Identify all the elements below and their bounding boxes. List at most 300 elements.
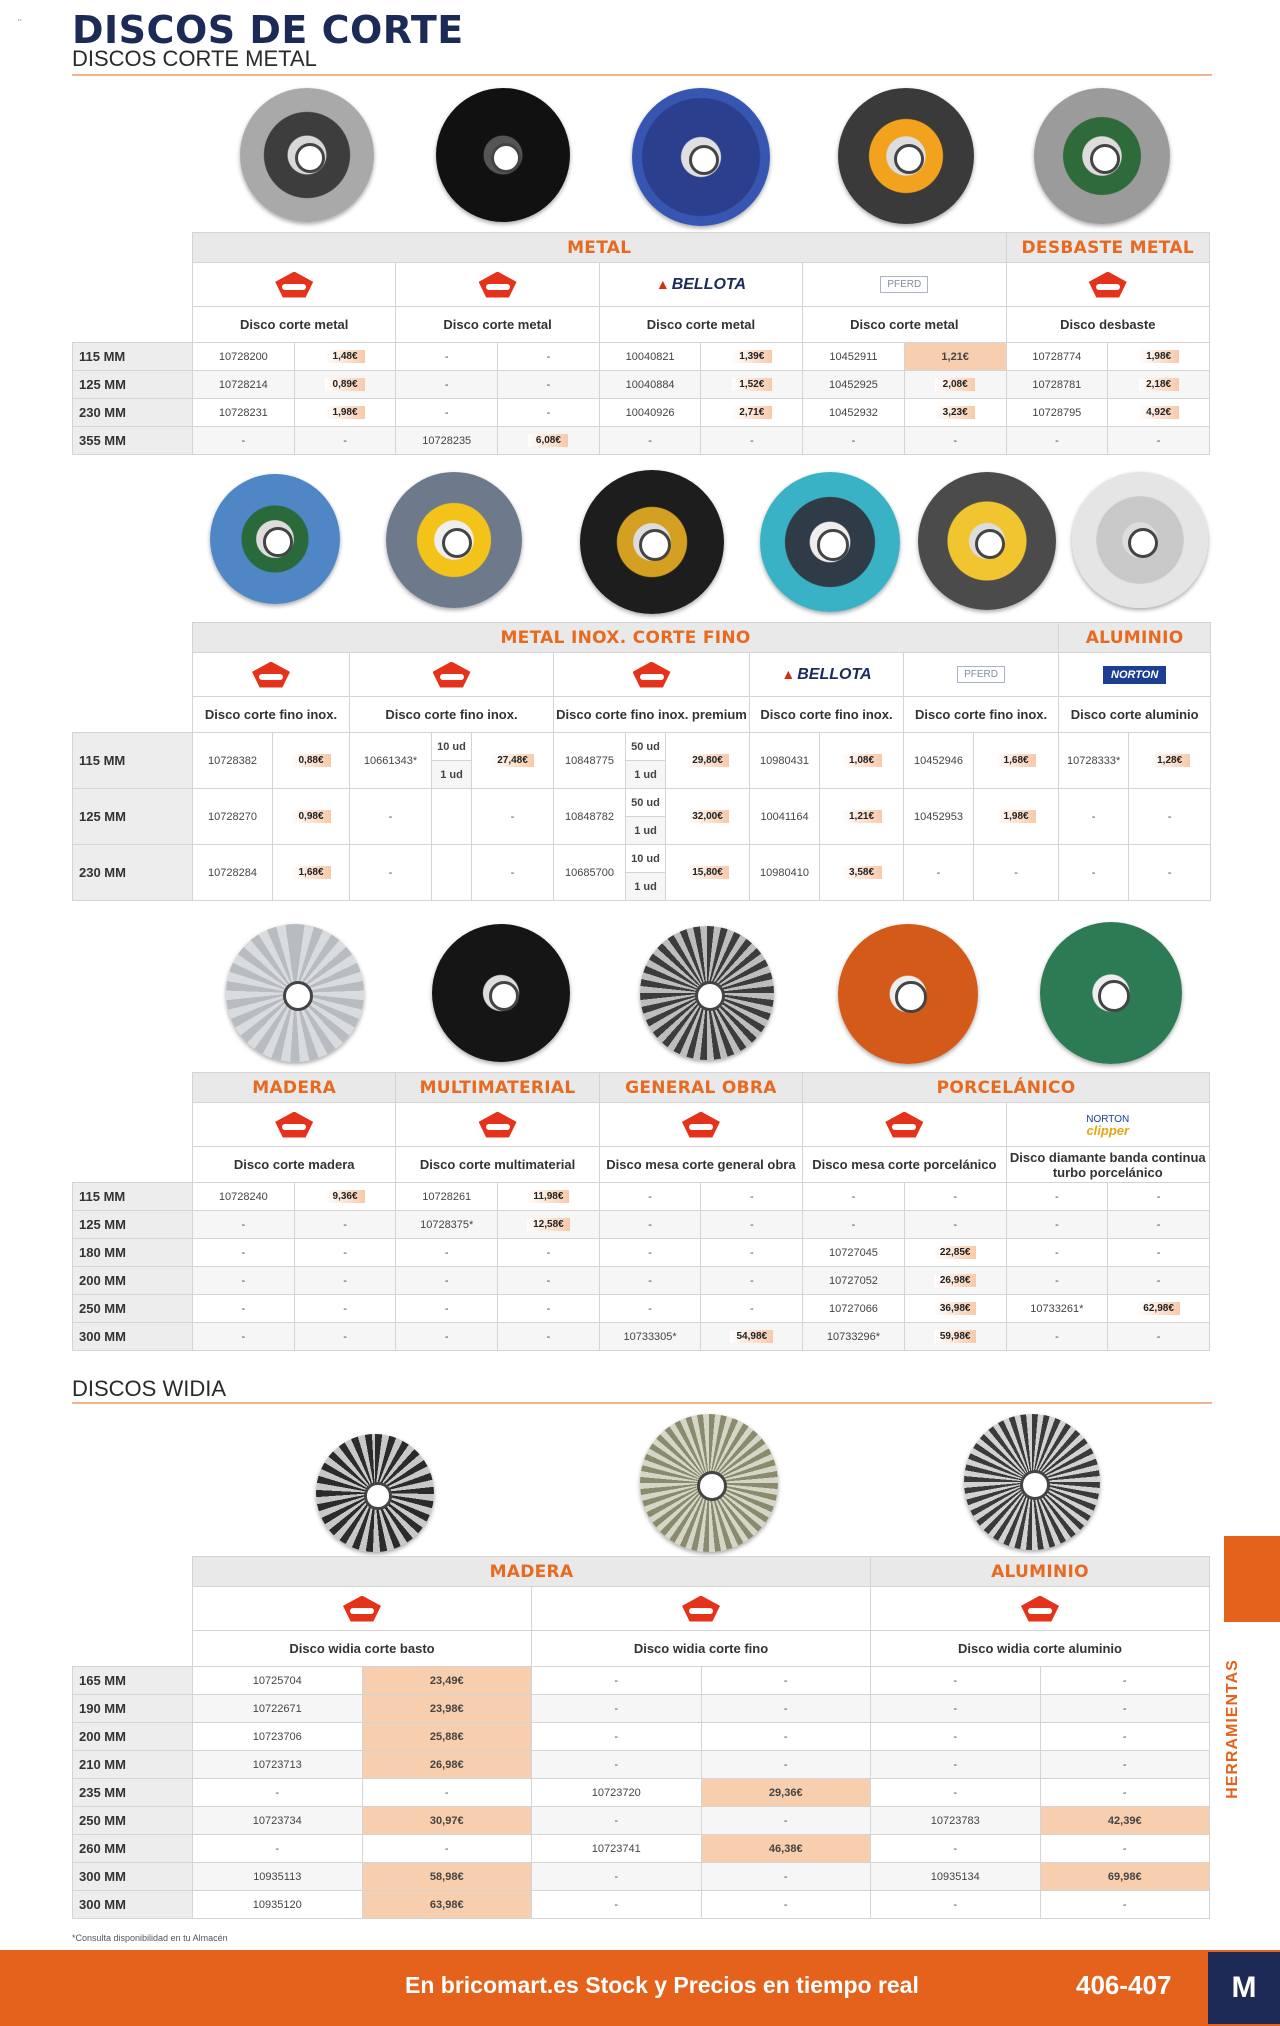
price: - — [1129, 789, 1211, 845]
product-code: - — [193, 1267, 295, 1295]
table-row — [73, 1295, 1210, 1323]
product-name: Disco widia corte fino — [532, 1631, 871, 1667]
price: - — [701, 1723, 871, 1751]
product-code: - — [1006, 1267, 1108, 1295]
price: - — [362, 1835, 532, 1863]
starter-logo-icon — [479, 1112, 517, 1138]
product-code: 10723734 — [193, 1807, 363, 1835]
product-code: 10980431 — [750, 733, 820, 789]
price: - — [1040, 1695, 1210, 1723]
metal-table — [72, 232, 1210, 455]
price: - — [472, 845, 554, 901]
product-code: - — [532, 1751, 702, 1779]
product-code: 10728781 — [1006, 371, 1108, 399]
pack-units: 1 ud — [432, 761, 472, 789]
page-corner-mark: ¨ — [18, 18, 22, 30]
size-label: 115 MM — [73, 1183, 193, 1211]
price: - — [294, 427, 396, 455]
product-name: Disco corte metal — [599, 307, 802, 343]
product-code: - — [1059, 845, 1129, 901]
product-name: Disco corte aluminio — [1059, 697, 1211, 733]
product-code: - — [532, 1891, 702, 1919]
product-code: - — [193, 1295, 295, 1323]
size-label: 355 MM — [73, 427, 193, 455]
product-code: - — [871, 1835, 1041, 1863]
page-title: DISCOS DE CORTE — [72, 8, 464, 52]
price: - — [498, 371, 600, 399]
price: - — [294, 1267, 396, 1295]
size-label: 260 MM — [73, 1835, 193, 1863]
size-label: 125 MM — [73, 789, 193, 845]
divider — [72, 1402, 1212, 1404]
product-code: 10728214 — [193, 371, 295, 399]
starter-logo-icon — [1021, 1596, 1059, 1622]
product-code: 10733305* — [599, 1323, 701, 1351]
product-name: Disco corte fino inox. — [904, 697, 1059, 733]
starter-logo-icon — [682, 1112, 720, 1138]
price: - — [701, 1695, 871, 1723]
brand-logo — [803, 263, 1006, 307]
price: 63,98€ — [362, 1891, 532, 1919]
price: 15,80€ — [686, 866, 729, 879]
price: 54,98€ — [730, 1330, 773, 1343]
price: - — [701, 1891, 871, 1919]
price: - — [1040, 1779, 1210, 1807]
category-header: DESBASTE METAL — [1006, 233, 1210, 263]
table-row — [73, 1239, 1210, 1267]
category-header: MADERA — [193, 1073, 396, 1103]
product-code: - — [871, 1723, 1041, 1751]
product-code: 10685700 — [554, 845, 626, 901]
price: - — [701, 1667, 871, 1695]
category-header: METAL INOX. CORTE FINO — [193, 623, 1059, 653]
price: 23,49€ — [362, 1667, 532, 1695]
price: - — [701, 1863, 871, 1891]
category-header: GENERAL OBRA — [599, 1073, 802, 1103]
price: - — [904, 427, 1006, 455]
product-code: 10727052 — [803, 1267, 905, 1295]
table-row — [73, 1751, 1210, 1779]
price: 2,71€ — [732, 406, 772, 419]
price: 26,98€ — [934, 1274, 977, 1287]
brand-logo — [350, 653, 554, 697]
category-header: MADERA — [193, 1557, 871, 1587]
brand-logo — [193, 653, 350, 697]
product-code: - — [396, 1239, 498, 1267]
product-code: 10728235 — [396, 427, 498, 455]
product-name: Disco diamante banda continua turbo porcelánico — [1006, 1147, 1210, 1183]
product-code: 10723706 — [193, 1723, 363, 1751]
brand-logo — [1006, 1103, 1210, 1147]
price: 29,36€ — [701, 1779, 871, 1807]
product-code: 10040926 — [599, 399, 701, 427]
disc-image — [432, 924, 570, 1062]
price: 11,98€ — [527, 1190, 569, 1203]
product-code: 10728795 — [1006, 399, 1108, 427]
price: 0,89€ — [325, 378, 365, 391]
starter-logo-icon — [275, 272, 313, 298]
price: - — [1108, 1183, 1210, 1211]
price: - — [701, 427, 803, 455]
product-code: - — [1006, 1323, 1108, 1351]
product-code: 10452925 — [803, 371, 905, 399]
disc-image — [918, 472, 1056, 610]
brand-logo — [803, 1103, 1006, 1147]
table-row — [73, 343, 1210, 371]
table-row — [73, 1807, 1210, 1835]
price: 1,48€ — [325, 350, 365, 363]
table-row — [73, 1667, 1210, 1695]
bellota-logo: ▲ BELLOTA — [781, 666, 871, 684]
price: - — [904, 1211, 1006, 1239]
price: - — [294, 1295, 396, 1323]
price: - — [294, 1323, 396, 1351]
product-code: - — [193, 1835, 363, 1863]
price: - — [1040, 1751, 1210, 1779]
bellota-logo: ▲ BELLOTA — [656, 276, 746, 294]
product-code: - — [599, 427, 701, 455]
price: - — [701, 1751, 871, 1779]
size-label: 250 MM — [73, 1295, 193, 1323]
price: 1,68€ — [291, 866, 331, 879]
price: - — [1108, 1323, 1210, 1351]
disc-image — [386, 472, 522, 608]
price: 1,08€ — [842, 754, 882, 767]
disc-images-row-4 — [0, 1410, 1280, 1560]
product-code: - — [904, 845, 974, 901]
price: 2,08€ — [935, 378, 975, 391]
price: - — [294, 1239, 396, 1267]
disc-image — [240, 88, 374, 222]
product-code: 10040884 — [599, 371, 701, 399]
starter-logo-icon — [275, 1112, 313, 1138]
brand-logo — [193, 263, 396, 307]
size-label: 125 MM — [73, 371, 193, 399]
starter-logo-icon — [252, 662, 290, 688]
footer-bar — [0, 1950, 1280, 2026]
product-code: 10727045 — [803, 1239, 905, 1267]
product-code: - — [396, 371, 498, 399]
brand-logo — [904, 653, 1059, 697]
brand-logo — [599, 1103, 802, 1147]
price: 30,97€ — [362, 1807, 532, 1835]
price: 46,38€ — [701, 1835, 871, 1863]
product-code: - — [599, 1183, 701, 1211]
price: - — [1040, 1723, 1210, 1751]
size-label: 300 MM — [73, 1891, 193, 1919]
product-code: - — [871, 1667, 1041, 1695]
product-code: 10452911 — [803, 343, 905, 371]
brand-logo — [396, 263, 599, 307]
table-row — [73, 1211, 1210, 1239]
product-code: 10723720 — [532, 1779, 702, 1807]
product-code: 10733296* — [803, 1323, 905, 1351]
product-name: Disco corte fino inox. premium — [554, 697, 750, 733]
madera-porcelanico-table — [72, 1072, 1210, 1351]
product-code: - — [1006, 1183, 1108, 1211]
product-code: - — [803, 1211, 905, 1239]
product-code: 10452932 — [803, 399, 905, 427]
product-code: - — [1006, 1239, 1108, 1267]
price: 42,39€ — [1040, 1807, 1210, 1835]
price: 26,98€ — [362, 1751, 532, 1779]
product-name: Disco mesa corte general obra — [599, 1147, 802, 1183]
price: - — [1040, 1891, 1210, 1919]
price: - — [498, 1295, 600, 1323]
product-code: 10723713 — [193, 1751, 363, 1779]
table-row — [73, 427, 1210, 455]
product-code: - — [871, 1891, 1041, 1919]
product-code: - — [532, 1863, 702, 1891]
table-row — [73, 1835, 1210, 1863]
size-label: 125 MM — [73, 1211, 193, 1239]
price: 62,98€ — [1137, 1302, 1180, 1315]
madera-porcelanico-table-section — [72, 1072, 1210, 1351]
product-code: 10935134 — [871, 1863, 1041, 1891]
brand-logo — [532, 1587, 871, 1631]
brand-logo — [193, 1103, 396, 1147]
disc-image — [316, 1434, 434, 1552]
price: - — [974, 845, 1059, 901]
size-label: 300 MM — [73, 1863, 193, 1891]
category-header: METAL — [193, 233, 1007, 263]
disc-image — [760, 472, 900, 612]
product-code: 10935113 — [193, 1863, 363, 1891]
widia-table-section — [72, 1556, 1210, 1919]
product-code: 10728200 — [193, 343, 295, 371]
price: 1,28€ — [1150, 754, 1190, 767]
brand-logo — [193, 1587, 532, 1631]
pack-units: 1 ud — [626, 761, 666, 789]
product-code: - — [599, 1267, 701, 1295]
price: 2,18€ — [1139, 378, 1179, 391]
price: - — [701, 1295, 803, 1323]
price: - — [1108, 1211, 1210, 1239]
product-name: Disco corte fino inox. — [193, 697, 350, 733]
disc-images-row-2 — [0, 468, 1280, 618]
page-numbers: 406-407 — [1076, 1970, 1172, 2000]
metal-table-section — [72, 232, 1210, 455]
price: - — [472, 789, 554, 845]
product-code: - — [193, 427, 295, 455]
product-code: 10727066 — [803, 1295, 905, 1323]
table-row — [73, 1267, 1210, 1295]
size-label: 200 MM — [73, 1267, 193, 1295]
disc-image — [632, 88, 770, 226]
disc-image — [580, 470, 724, 614]
product-name: Disco corte metal — [396, 307, 599, 343]
size-label: 230 MM — [73, 845, 193, 901]
product-name: Disco corte multimaterial — [396, 1147, 599, 1183]
price: 1,98€ — [325, 406, 365, 419]
product-code: 10848775 — [554, 733, 626, 789]
price: 58,98€ — [362, 1863, 532, 1891]
price: - — [701, 1183, 803, 1211]
product-code: 10040821 — [599, 343, 701, 371]
price: 32,00€ — [686, 810, 729, 823]
product-code: 10728382 — [193, 733, 273, 789]
norton-logo: NORTON — [1103, 666, 1166, 684]
product-code: 10935120 — [193, 1891, 363, 1919]
product-code: - — [532, 1695, 702, 1723]
price: 9,36€ — [325, 1190, 365, 1203]
disc-image — [838, 88, 974, 224]
price: 1,52€ — [732, 378, 772, 391]
price: 4,92€ — [1139, 406, 1179, 419]
size-label: 235 MM — [73, 1779, 193, 1807]
brand-logo — [599, 263, 802, 307]
product-code: - — [350, 789, 432, 845]
product-code: - — [350, 845, 432, 901]
product-code: 10723783 — [871, 1807, 1041, 1835]
product-code: 10728270 — [193, 789, 273, 845]
price: 1,98€ — [996, 810, 1036, 823]
product-code: - — [803, 427, 905, 455]
product-name: Disco corte fino inox. — [350, 697, 554, 733]
size-label: 115 MM — [73, 733, 193, 789]
price: - — [701, 1267, 803, 1295]
price: - — [701, 1807, 871, 1835]
price: - — [498, 1239, 600, 1267]
page-subtitle: DISCOS CORTE METAL — [72, 46, 317, 71]
disc-image — [1034, 88, 1170, 224]
footer-text: En bricomart.es Stock y Precios en tiempo real — [405, 1972, 919, 1998]
price: 69,98€ — [1040, 1863, 1210, 1891]
inox-table-section — [72, 622, 1210, 901]
product-code: 10452946 — [904, 733, 974, 789]
product-name: Disco desbaste — [1006, 307, 1210, 343]
table-row — [73, 1723, 1210, 1751]
pack-units: 10 ud — [626, 845, 666, 873]
disc-image — [640, 926, 774, 1060]
starter-logo-icon — [433, 662, 471, 688]
size-label: 230 MM — [73, 399, 193, 427]
size-label: 200 MM — [73, 1723, 193, 1751]
product-code: 10728774 — [1006, 343, 1108, 371]
product-code: - — [193, 1211, 295, 1239]
pack-units: 50 ud — [626, 733, 666, 761]
price: - — [1129, 845, 1211, 901]
size-label: 300 MM — [73, 1323, 193, 1351]
product-code: - — [871, 1695, 1041, 1723]
price: 27,48€ — [491, 754, 534, 767]
category-header: ALUMINIO — [1059, 623, 1211, 653]
product-code: - — [396, 1295, 498, 1323]
price: - — [498, 1323, 600, 1351]
pack-units: 1 ud — [626, 873, 666, 901]
price: 23,98€ — [362, 1695, 532, 1723]
size-label: 250 MM — [73, 1807, 193, 1835]
product-name: Disco widia corte aluminio — [871, 1631, 1210, 1667]
product-code: - — [1006, 427, 1108, 455]
price: - — [701, 1239, 803, 1267]
pferd-logo: PFERD — [957, 666, 1005, 683]
inox-table — [72, 622, 1211, 901]
product-code: - — [193, 1779, 363, 1807]
product-name: Disco corte metal — [193, 307, 396, 343]
product-code: - — [532, 1723, 702, 1751]
size-label: 210 MM — [73, 1751, 193, 1779]
price: - — [498, 1267, 600, 1295]
widia-heading: DISCOS WIDIA — [72, 1376, 227, 1401]
category-header: ALUMINIO — [871, 1557, 1210, 1587]
table-row — [73, 1695, 1210, 1723]
size-label: 180 MM — [73, 1239, 193, 1267]
table-row — [73, 1323, 1210, 1351]
starter-logo-icon — [682, 1596, 720, 1622]
brand-logo — [871, 1587, 1210, 1631]
price: - — [362, 1779, 532, 1807]
brand-logo — [554, 653, 750, 697]
product-code: - — [871, 1779, 1041, 1807]
product-code: - — [532, 1807, 702, 1835]
product-code: 10728231 — [193, 399, 295, 427]
price: - — [701, 1211, 803, 1239]
disc-image — [640, 1414, 778, 1552]
category-header: PORCELÁNICO — [803, 1073, 1210, 1103]
price: 0,88€ — [291, 754, 331, 767]
price: 59,98€ — [934, 1330, 977, 1343]
product-code: 10728333* — [1059, 733, 1129, 789]
price: 1,21€ — [842, 810, 882, 823]
product-code: - — [599, 1211, 701, 1239]
price: 3,23€ — [935, 406, 975, 419]
price: - — [1040, 1667, 1210, 1695]
disc-image — [226, 924, 364, 1062]
starter-logo-icon — [633, 662, 671, 688]
product-code: - — [1006, 1211, 1108, 1239]
price: 3,58€ — [842, 866, 882, 879]
price: 25,88€ — [362, 1723, 532, 1751]
product-code: - — [803, 1183, 905, 1211]
price: 1,98€ — [1139, 350, 1179, 363]
price: 22,85€ — [934, 1246, 977, 1259]
product-code: 10661343* — [350, 733, 432, 789]
size-label: 165 MM — [73, 1667, 193, 1695]
product-code: - — [193, 1239, 295, 1267]
starter-logo-icon — [885, 1112, 923, 1138]
disc-image — [1040, 922, 1182, 1064]
product-name: Disco mesa corte porcelánico — [803, 1147, 1006, 1183]
price: - — [498, 399, 600, 427]
product-name: Disco widia corte basto — [193, 1631, 532, 1667]
price: 0,98€ — [291, 810, 331, 823]
price: - — [294, 1211, 396, 1239]
price: 1,21€ — [904, 343, 1006, 371]
table-row — [73, 789, 1211, 817]
norton-clipper-logo: NORTON clipper — [1086, 1113, 1130, 1138]
product-code: - — [396, 343, 498, 371]
disc-image — [210, 474, 340, 604]
product-code: 10723741 — [532, 1835, 702, 1863]
product-code: 10848782 — [554, 789, 626, 845]
product-name: Disco corte fino inox. — [750, 697, 904, 733]
table-row — [73, 845, 1211, 873]
product-code: 10980410 — [750, 845, 820, 901]
disc-image — [436, 88, 570, 222]
product-code: 10722671 — [193, 1695, 363, 1723]
price: - — [498, 343, 600, 371]
brand-logo — [1006, 263, 1210, 307]
price: 6,08€ — [528, 434, 568, 447]
product-code: - — [193, 1323, 295, 1351]
size-label: 115 MM — [73, 343, 193, 371]
disc-image — [1072, 472, 1208, 608]
disc-images-row-1 — [0, 84, 1280, 234]
section-side-tab — [1224, 1536, 1280, 1622]
table-row — [73, 733, 1211, 761]
table-corner — [73, 233, 193, 263]
